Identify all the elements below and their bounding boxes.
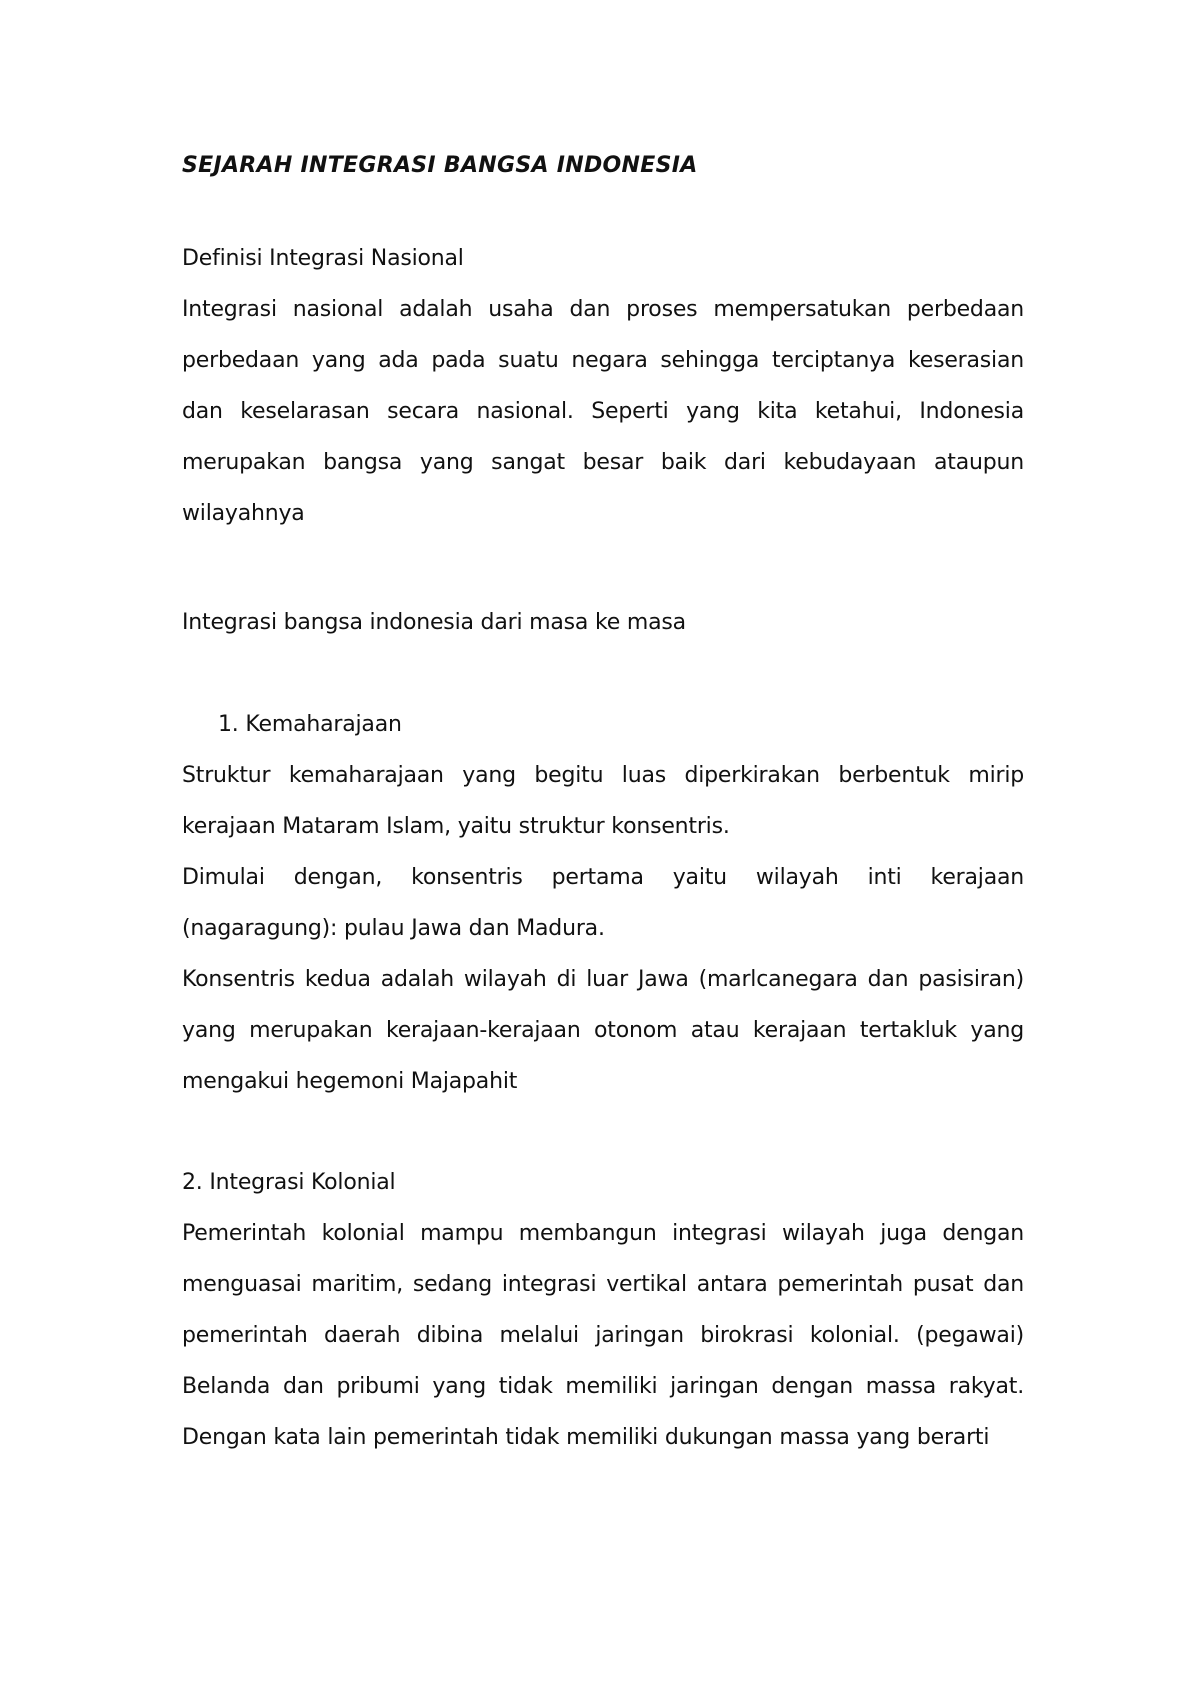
paragraph-line: perbedaan yang ada pada suatu negara sehingga terciptanya keserasian [182, 348, 1024, 373]
paragraph-line: Belanda dan pribumi yang tidak memiliki jaringan dengan massa rakyat. [182, 1374, 1024, 1399]
history-heading: Integrasi bangsa indonesia dari masa ke masa [182, 610, 686, 635]
paragraph-line: yang merupakan kerajaan-kerajaan otonom atau kerajaan tertakluk yang [182, 1018, 1024, 1043]
paragraph-line: dan keselarasan secara nasional. Seperti yang kita ketahui, Indonesia [182, 399, 1024, 424]
section2-heading: 2. Integrasi Kolonial [182, 1170, 396, 1195]
history-section [182, 597, 1024, 648]
paragraph-line: kerajaan Mataram Islam, yaitu struktur konsentris. [182, 814, 730, 839]
definition-heading: Definisi Integrasi Nasional [182, 246, 464, 271]
paragraph-line: Integrasi nasional adalah usaha dan proses mempersatukan perbedaan [182, 297, 1024, 322]
paragraph-line: (nagaragung): pulau Jawa dan Madura. [182, 916, 605, 941]
paragraph-line: Pemerintah kolonial mampu membangun integrasi wilayah juga dengan [182, 1221, 1024, 1246]
definition-section [182, 233, 1024, 539]
paragraph-line: Struktur kemaharajaan yang begitu luas diperkirakan berbentuk mirip [182, 763, 1024, 788]
paragraph-line: menguasai maritim, sedang integrasi vertikal antara pemerintah pusat dan [182, 1272, 1024, 1297]
document-title: SEJARAH INTEGRASI BANGSA INDONESIA [182, 153, 698, 178]
section-integrasi-kolonial [182, 1157, 1024, 1463]
paragraph-line: mengakui hegemoni Majapahit [182, 1069, 518, 1094]
paragraph-line: Dimulai dengan, konsentris pertama yaitu wilayah inti kerajaan [182, 865, 1024, 890]
section-kemaharajaan [182, 699, 1024, 1107]
paragraph-line: Konsentris kedua adalah wilayah di luar Jawa (marlcanegara dan pasisiran) [182, 967, 1024, 992]
paragraph-line: wilayahnya [182, 501, 305, 526]
paragraph-line: Dengan kata lain pemerintah tidak memiliki dukungan massa yang berarti [182, 1425, 990, 1450]
paragraph-line: pemerintah daerah dibina melalui jaringan birokrasi kolonial. (pegawai) [182, 1323, 1024, 1348]
section1-heading: 1. Kemaharajaan [218, 712, 402, 737]
paragraph-line: merupakan bangsa yang sangat besar baik dari kebudayaan ataupun [182, 450, 1024, 475]
